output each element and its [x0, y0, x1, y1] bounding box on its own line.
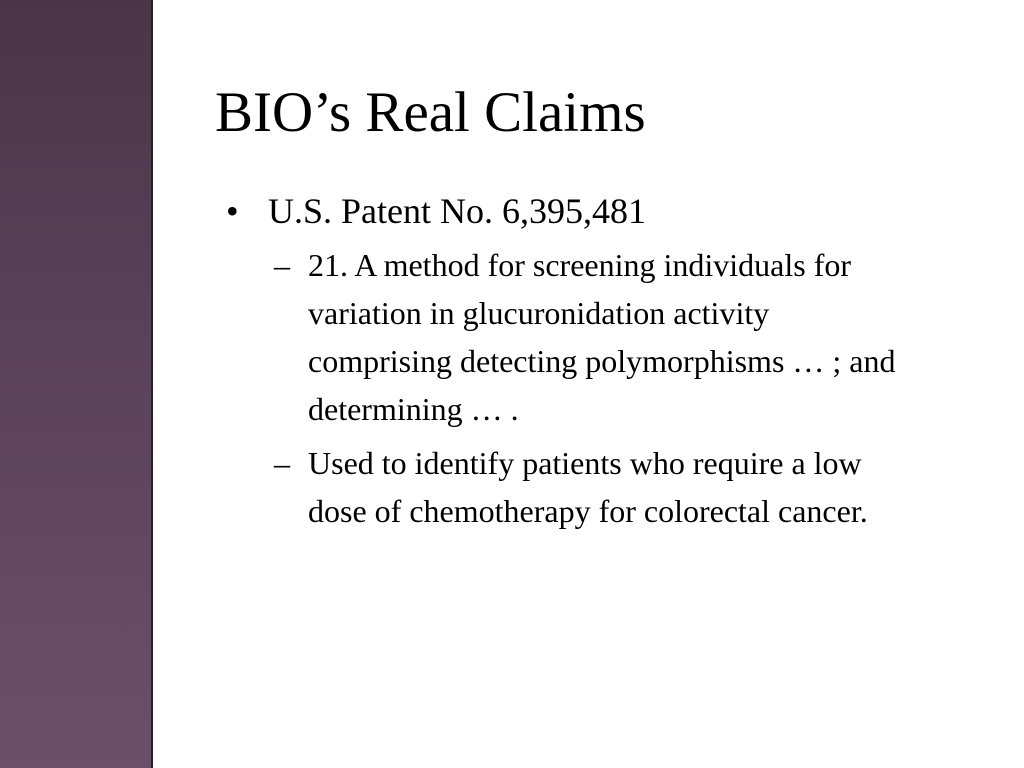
sub-bullet-claim	[274, 241, 942, 433]
slide-content	[222, 190, 942, 541]
sub-bullet-text: 21. A method for screening individuals for variation in glucuronidation activity comprising detecting polymorphisms … ; and determining … .	[308, 247, 896, 428]
bullet-text: U.S. Patent No. 6,395,481	[268, 191, 646, 231]
slide-title: BIO’s Real Claims	[215, 81, 646, 144]
decorative-sidebar	[0, 0, 153, 768]
bullet-marker: •	[226, 191, 239, 231]
sub-bullet-usage	[274, 439, 942, 535]
sub-bullet-marker: –	[274, 445, 290, 482]
sub-bullet-text: Used to identify patients who require a low dose of chemotherapy for colorectal cancer.	[308, 445, 868, 530]
sub-bullet-list	[222, 241, 942, 535]
bullet-patent	[222, 190, 942, 233]
sub-bullet-marker: –	[274, 247, 290, 284]
